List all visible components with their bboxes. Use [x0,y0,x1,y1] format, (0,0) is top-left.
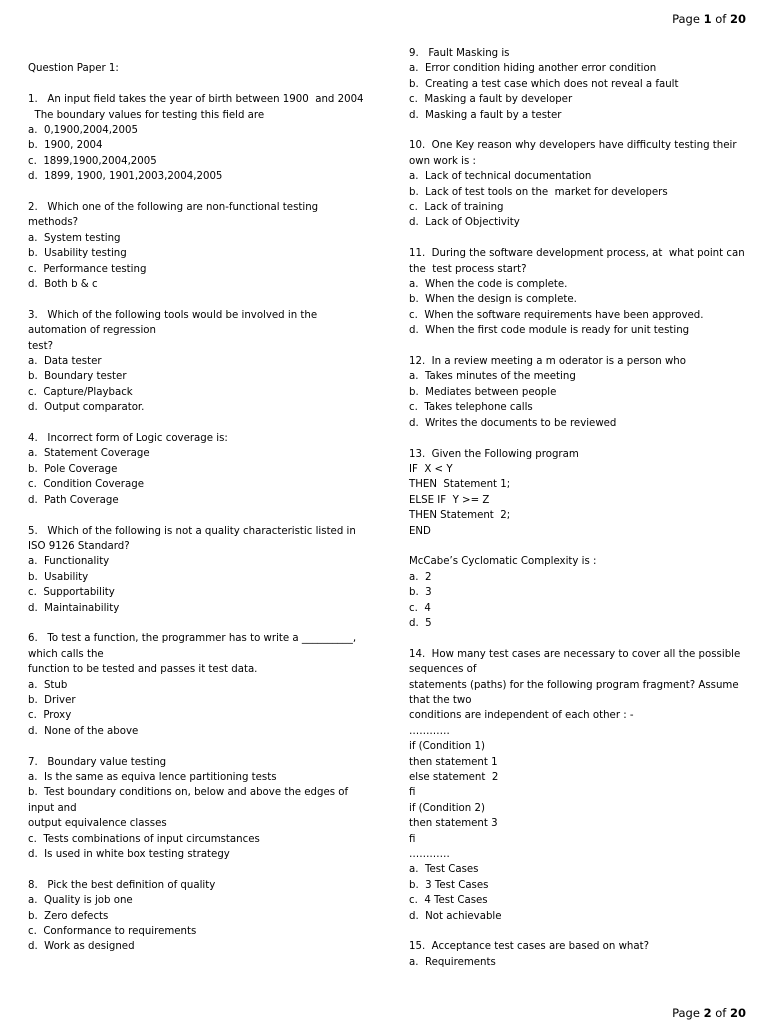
text-line: d. Both b & c [28,279,98,291]
text-line: d. None of the above [28,725,139,737]
text-line: IF X < Y [409,463,453,475]
text-line: methods? [28,217,79,229]
text-line: c. Takes telephone calls [409,402,533,414]
blank-line [409,539,754,554]
text-line: c. Proxy [28,710,72,722]
blank-line [409,431,754,446]
text-line: a. Lack of technical documentation [409,171,592,183]
text-line: 5. Which of the following is not a quality characteristic listed in [28,525,356,537]
left-question-column [28,46,373,955]
text-line: 11. During the software development process, at what point can [409,248,745,260]
text-line: b. Creating a test case which does not reveal a fault [409,78,679,90]
current-page-number: 2 [703,1006,712,1020]
text-line: 9. Fault Masking is [409,48,510,59]
text-line: if (Condition 1) [409,741,485,753]
text-line: a. Data tester [28,356,102,368]
current-page-number: 1 [703,12,712,26]
text-line: c. Performance testing [28,263,147,275]
text-line: d. 5 [409,617,432,629]
text-line: d. Writes the documents to be reviewed [409,417,617,429]
text-line: b. Mediates between people [409,386,557,398]
text-line: a. Functionality [28,556,110,568]
text-line: 6. To test a function, the programmer has to write a __________, [28,633,357,645]
text-line: d. Maintainability [28,602,120,614]
text-line: that the two [409,694,472,706]
text-line: ELSE IF Y >= Z [409,494,490,506]
text-line: b. 3 [409,587,432,599]
blank-line [28,416,373,431]
blank-line [409,231,754,246]
text-line: b. 1900, 2004 [28,140,103,152]
text-line: the test process start? [409,263,527,275]
text-line: The boundary values for testing this field are [28,109,265,121]
text-line: then statement 1 [409,756,498,768]
text-line: b. Pole Coverage [28,463,118,475]
blank-line [409,339,754,354]
text-line: b. Test boundary conditions on, below and above the edges of [28,787,349,799]
text-line: 10. One Key reason why developers have difficulty testing their [409,140,737,152]
text-line: 12. In a review meeting a m oderator is a person who [409,356,686,368]
text-line: c. Tests combinations of input circumstances [28,833,260,845]
text-line: conditions are independent of each other : - [409,710,634,722]
text-line: END [409,525,431,537]
text-line: 4. Incorrect form of Logic coverage is: [28,433,228,445]
page-number-footer [672,1006,746,1020]
text-line: output equivalence classes [28,818,167,830]
blank-line [28,616,373,631]
text-line: 8. Pick the best definition of quality [28,879,216,891]
text-line: test? [28,340,53,352]
text-line: fi [409,787,416,799]
text-line: a. Statement Coverage [28,448,150,460]
text-line: if (Condition 2) [409,802,485,814]
blank-line [28,77,373,92]
page-word: Page [672,1006,700,1020]
page-number-header [672,12,746,26]
text-line: THEN Statement 2; [409,510,511,522]
text-line: a. Stub [28,679,68,691]
text-line: b. Usability testing [28,248,127,260]
blank-line [28,739,373,754]
text-line: a. When the code is complete. [409,279,568,291]
text-line: c. 1899,1900,2004,2005 [28,155,157,167]
text-line: McCabe’s Cyclomatic Complexity is : [409,556,597,568]
of-word: of [715,1006,727,1020]
text-line: input and [28,802,77,814]
blank-line [409,924,754,939]
text-line: c. 4 Test Cases [409,895,488,907]
text-line: Question Paper 1: [28,63,119,75]
text-line: fi [409,833,416,845]
text-line: ………… [409,849,450,861]
text-line: d. Not achievable [409,910,502,922]
text-line: which calls the [28,648,104,660]
blank-line [28,862,373,877]
text-line: sequences of [409,664,477,676]
text-line: a. System testing [28,232,121,244]
text-line: d. Lack of Objectivity [409,217,520,229]
text-line: THEN Statement 1; [409,479,511,491]
blank-line [28,46,373,61]
of-word: of [715,12,727,26]
text-line: 3. Which of the following tools would be involved in the [28,309,318,321]
text-line: a. 0,1900,2004,2005 [28,125,138,136]
text-line: a. Requirements [409,956,496,968]
blank-line [28,508,373,523]
text-line: d. 1899, 1900, 1901,2003,2004,2005 [28,171,223,183]
text-line: ………… [409,725,450,737]
text-line: b. Lack of test tools on the market for developers [409,186,668,198]
text-line: a. Takes minutes of the meeting [409,371,576,383]
text-line: b. Zero defects [28,910,109,922]
text-line: 15. Acceptance test cases are based on what? [409,941,650,953]
text-line: 2. Which one of the following are non-functional testing [28,202,319,214]
total-page-count: 20 [729,1006,746,1020]
text-line: function to be tested and passes it test data. [28,664,258,676]
text-line: c. Supportability [28,587,115,599]
text-line: a. Quality is job one [28,895,133,907]
text-line: d. When the first code module is ready for unit testing [409,325,690,337]
text-line: c. Lack of training [409,202,504,214]
text-line: a. 2 [409,571,432,583]
text-line: c. Masking a fault by developer [409,94,573,106]
text-line: automation of regression [28,325,156,337]
blank-line [409,631,754,646]
text-line: c. Conformance to requirements [28,926,197,938]
text-line: 1. An input field takes the year of birth between 1900 and 2004 [28,94,364,106]
right-question-column [409,46,754,970]
text-line: b. Boundary tester [28,371,127,383]
blank-line [28,185,373,200]
blank-line [28,292,373,307]
text-line: statements (paths) for the following program fragment? Assume [409,679,739,691]
text-line: a. Error condition hiding another error condition [409,63,657,75]
text-line: d. Masking a fault by a tester [409,109,562,121]
text-line: ISO 9126 Standard? [28,540,130,552]
text-line: c. Condition Coverage [28,479,144,491]
text-line: 7. Boundary value testing [28,756,167,768]
text-line: c. 4 [409,602,431,614]
text-line: c. When the software requirements have been approved. [409,309,704,321]
text-line: then statement 3 [409,818,498,830]
text-line: a. Is the same as equiva lence partitioning tests [28,771,277,783]
text-line: d. Work as designed [28,941,135,953]
text-line: b. When the design is complete. [409,294,577,306]
text-line: c. Capture/Playback [28,386,133,398]
text-line: b. 3 Test Cases [409,879,489,891]
text-line: d. Is used in white box testing strategy [28,849,230,860]
page-word: Page [672,12,700,26]
text-line: d. Path Coverage [28,494,119,506]
text-line: a. Test Cases [409,864,479,876]
text-line: 13. Given the Following program [409,448,579,460]
blank-line [409,123,754,138]
text-line: d. Output comparator. [28,402,145,414]
text-line: else statement 2 [409,772,499,783]
text-line: 14. How many test cases are necessary to cover all the possible [409,648,741,660]
text-line: b. Usability [28,571,89,583]
text-line: own work is : [409,155,476,167]
total-page-count: 20 [729,12,746,26]
text-line: b. Driver [28,694,76,706]
